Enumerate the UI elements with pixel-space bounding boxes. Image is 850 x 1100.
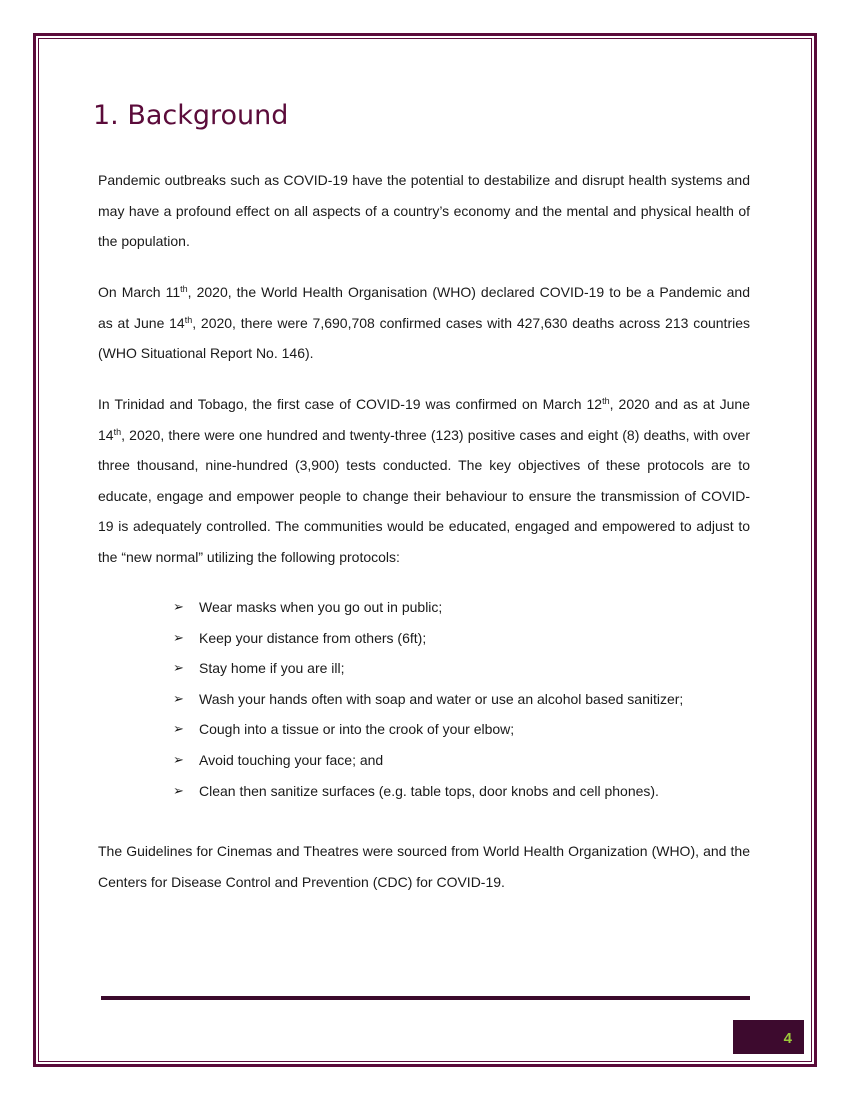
list-item [173, 776, 683, 807]
paragraph-trinidad-tobago [98, 389, 750, 573]
list-item-text: Wash your hands often with soap and water or use an alcohol based sanitizer; [199, 690, 684, 707]
arrow-bullet-icon: ➢ [173, 782, 184, 798]
superscript: th [180, 284, 188, 294]
text-run: , 2020, there were one hundred and twenty-three (123) positive cases and eight (8) deaths, with over three thousand, nine-hundred (3,900) tests conducted. The key objectives of these protocols are to educate, engage and empower people to change their behaviour to ensure the transmission of COVID-19 is adequately controlled. The communities would be educated, engaged and empowered to adjust to the “new normal” utilizing the following protocols: [98, 426, 750, 565]
protocol-list [173, 592, 683, 806]
footer-divider [101, 996, 750, 1000]
list-item [173, 592, 683, 623]
text-run: , 2020, the World Health Organisation (WHO) declared COVID-19 to be a Pandemic and as at June 14 [98, 284, 750, 331]
list-item [173, 745, 683, 776]
arrow-bullet-icon: ➢ [173, 690, 184, 706]
arrow-bullet-icon: ➢ [173, 721, 184, 737]
arrow-bullet-icon: ➢ [173, 629, 184, 645]
paragraph-sources: The Guidelines for Cinemas and Theatres were sourced from World Health Organization (WHO), and the Centers for Disease Control and Prevention (CDC) for COVID-19. [98, 843, 750, 890]
arrow-bullet-icon: ➢ [173, 751, 184, 767]
arrow-bullet-icon: ➢ [173, 660, 184, 676]
list-item-text: Keep your distance from others (6ft); [199, 629, 427, 646]
list-item-text: Wear masks when you go out in public; [199, 599, 443, 615]
superscript: th [113, 426, 122, 437]
text-run: On March 11 [98, 284, 181, 300]
text-run: , 2020 and as at June 14 [98, 396, 750, 443]
superscript: th [602, 396, 610, 406]
text-run: In Trinidad and Tobago, the first case of COVID-19 was confirmed on March 12 [98, 396, 603, 412]
list-item [173, 623, 683, 654]
superscript: th [184, 314, 193, 325]
list-item-text: Cough into a tissue or into the crook of your elbow; [199, 721, 515, 738]
list-item [173, 653, 683, 684]
section-heading: 1. Background [93, 100, 289, 131]
page-number: 4 [783, 1030, 792, 1047]
page-number-box [733, 1020, 804, 1054]
paragraph-who-declaration [98, 277, 750, 369]
list-item [173, 714, 683, 745]
text-run: , 2020, there were 7,690,708 confirmed cases with 427,630 deaths across 213 countries (WHO Situational Report No. 146). [98, 314, 751, 362]
paragraph-intro: Pandemic outbreaks such as COVID-19 have the potential to destabilize and disrupt health systems and may have a profound effect on all aspects of a country’s economy and the mental and physical health of the population. [98, 172, 750, 250]
list-item-text: Avoid touching your face; and [199, 751, 384, 768]
list-item [173, 684, 683, 715]
arrow-bullet-icon: ➢ [173, 599, 184, 614]
list-item-text: Clean then sanitize surfaces (e.g. table tops, door knobs and cell phones). [199, 782, 659, 799]
list-item-text: Stay home if you are ill; [199, 660, 345, 677]
